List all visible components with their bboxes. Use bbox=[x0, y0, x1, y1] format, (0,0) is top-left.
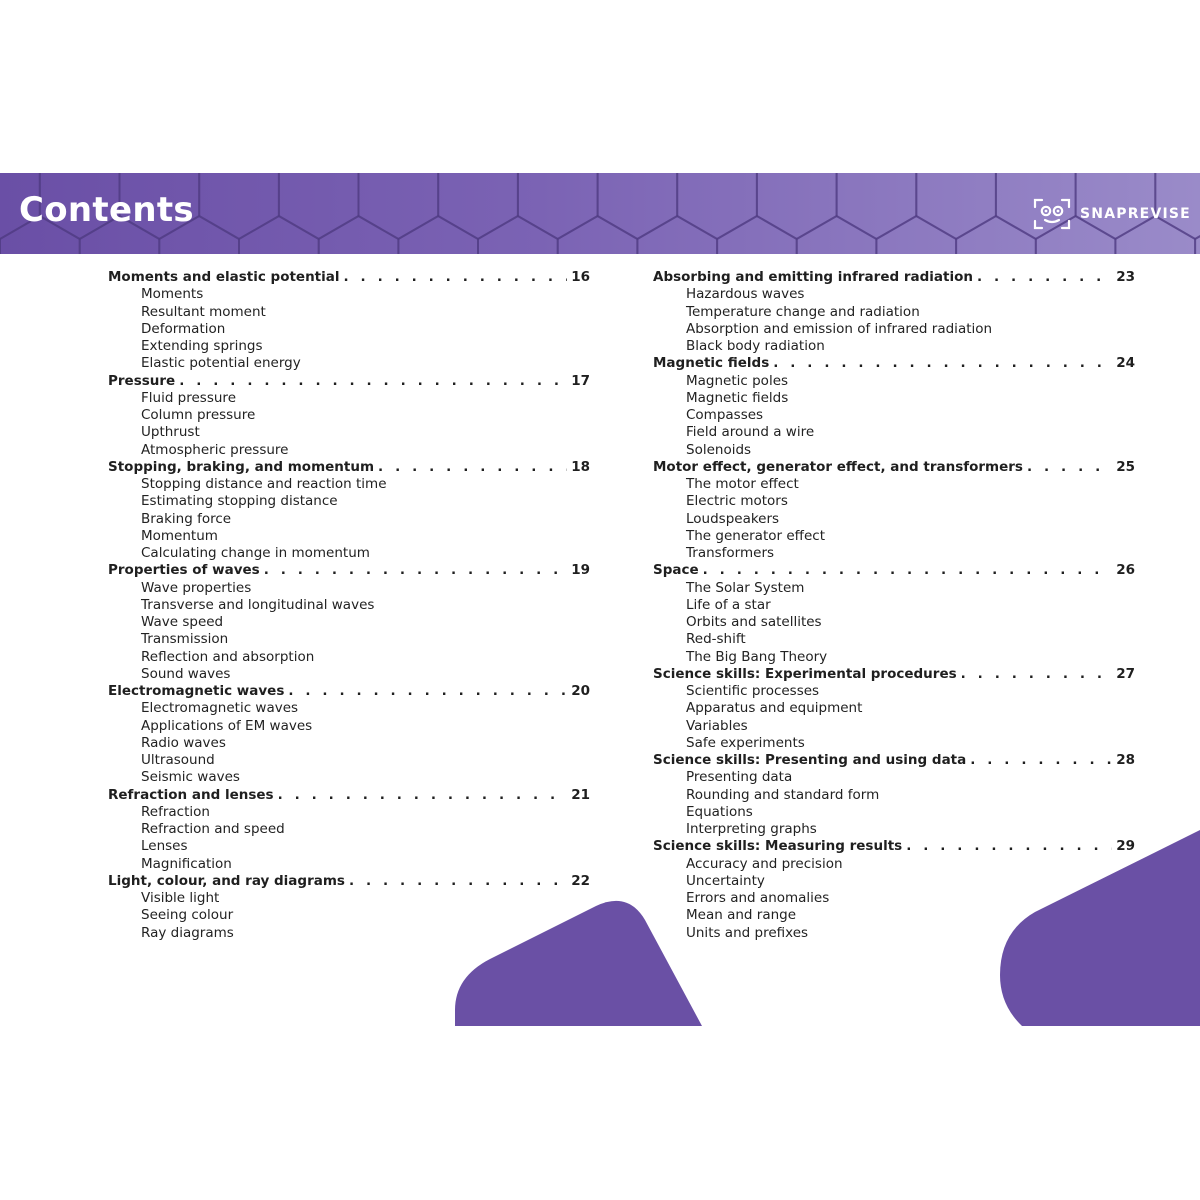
section-title: Motor effect, generator effect, and transformers bbox=[653, 458, 1023, 475]
subtopic-item: Interpreting graphs bbox=[686, 821, 817, 837]
subtopic-item: Solenoids bbox=[686, 441, 752, 458]
page-number: 26 bbox=[1116, 562, 1135, 579]
page-number: 23 bbox=[1116, 269, 1135, 285]
contents-section bbox=[653, 269, 1135, 355]
subtopic-item: Orbits and satellites bbox=[686, 614, 822, 630]
subtopic-item: Temperature change and radiation bbox=[686, 303, 920, 320]
dot-leader bbox=[1023, 459, 1112, 476]
page-title: Contents bbox=[19, 190, 194, 230]
page-number: 27 bbox=[1116, 665, 1135, 682]
dot-leader bbox=[902, 838, 1112, 855]
contents-left-column bbox=[108, 269, 590, 942]
page-number: 17 bbox=[571, 372, 590, 389]
section-title: Pressure bbox=[108, 372, 176, 389]
dot-leader bbox=[345, 873, 567, 890]
contents-section bbox=[108, 873, 590, 942]
subtopic-item: Equations bbox=[686, 803, 753, 820]
section-heading[interactable] bbox=[108, 269, 590, 286]
contents-section bbox=[108, 562, 590, 683]
dot-leader bbox=[340, 269, 568, 286]
subtopic-item: Electromagnetic waves bbox=[141, 700, 299, 717]
dot-leader bbox=[374, 459, 567, 476]
subtopic-item: Reflection and absorption bbox=[141, 648, 315, 665]
subtopic-item: Estimating stopping distance bbox=[141, 493, 338, 510]
contents-section bbox=[108, 459, 590, 563]
section-heading[interactable] bbox=[653, 838, 1135, 855]
subtopic-item: Field around a wire bbox=[686, 424, 815, 441]
section-title: Electromagnetic waves bbox=[108, 683, 285, 699]
page-number: 22 bbox=[571, 872, 590, 889]
section-title: Light, colour, and ray diagrams bbox=[108, 872, 345, 889]
page-number: 28 bbox=[1116, 752, 1135, 768]
subtopic-item: Accuracy and precision bbox=[686, 855, 843, 872]
page-number: 18 bbox=[571, 458, 590, 475]
subtopic-item: Elastic potential energy bbox=[141, 355, 301, 372]
subtopic-item: The Solar System bbox=[686, 579, 805, 596]
contents-section bbox=[653, 459, 1135, 563]
subtopic-item: Apparatus and equipment bbox=[686, 700, 863, 717]
dot-leader bbox=[966, 752, 1112, 769]
contents-section bbox=[653, 752, 1135, 838]
subtopic-item: Red-shift bbox=[686, 631, 746, 648]
subtopic-item: Stopping distance and reaction time bbox=[141, 476, 387, 492]
section-heading[interactable] bbox=[653, 269, 1135, 286]
page-number: 25 bbox=[1116, 458, 1135, 475]
subtopic-item: Braking force bbox=[141, 510, 232, 527]
dot-leader bbox=[260, 562, 568, 579]
subtopic-item: Extending springs bbox=[141, 338, 263, 354]
subtopic-item: Transverse and longitudinal waves bbox=[141, 596, 375, 613]
subtopic-item: Life of a star bbox=[686, 596, 771, 613]
subtopic-item: Magnetic fields bbox=[686, 389, 789, 406]
page-number: 24 bbox=[1116, 355, 1135, 372]
contents-section bbox=[108, 269, 590, 373]
section-heading[interactable] bbox=[653, 666, 1135, 683]
dot-leader bbox=[699, 562, 1113, 579]
section-heading[interactable] bbox=[653, 459, 1135, 476]
subtopic-item: Compasses bbox=[686, 407, 764, 423]
section-title: Stopping, braking, and momentum bbox=[108, 458, 375, 475]
subtopic-item: Deformation bbox=[141, 320, 226, 337]
dot-leader bbox=[973, 269, 1112, 286]
contents-section bbox=[653, 838, 1135, 942]
subtopic-item: Ultrasound bbox=[141, 752, 215, 768]
subtopic-item: Scientific processes bbox=[686, 683, 820, 699]
section-title: Science skills: Measuring results bbox=[653, 838, 903, 855]
contents-section bbox=[653, 666, 1135, 752]
subtopic-item: Radio waves bbox=[141, 734, 226, 751]
brand-name: SNAPREVISE bbox=[1080, 206, 1191, 222]
subtopic-item: Refraction and speed bbox=[141, 821, 285, 837]
subtopic-item: Transformers bbox=[686, 545, 775, 561]
subtopic-item: Refraction bbox=[141, 803, 210, 820]
subtopic-item: Fluid pressure bbox=[141, 389, 236, 406]
subtopic-item: Sound waves bbox=[141, 665, 231, 682]
section-title: Refraction and lenses bbox=[108, 786, 274, 803]
subtopic-item: Ray diagrams bbox=[141, 924, 234, 941]
subtopic-item: Black body radiation bbox=[686, 338, 825, 354]
section-title: Science skills: Presenting and using data bbox=[653, 752, 967, 768]
dot-leader bbox=[175, 373, 567, 390]
dot-leader bbox=[284, 683, 567, 700]
contents-right-column bbox=[653, 269, 1135, 942]
subtopic-item: Seeing colour bbox=[141, 907, 234, 924]
subtopic-item: Units and prefixes bbox=[686, 924, 809, 941]
subtopic-item: Transmission bbox=[141, 631, 229, 648]
subtopic-item: Presenting data bbox=[686, 769, 793, 786]
subtopic-item: Electric motors bbox=[686, 493, 788, 510]
subtopic-item: Hazardous waves bbox=[686, 286, 805, 303]
subtopic-item: Wave speed bbox=[141, 614, 224, 630]
section-title: Properties of waves bbox=[108, 562, 260, 579]
dot-leader bbox=[957, 666, 1113, 683]
subtopic-item: Mean and range bbox=[686, 907, 797, 924]
subtopic-item: Resultant moment bbox=[141, 303, 266, 320]
section-title: Magnetic fields bbox=[653, 355, 770, 372]
contents-section bbox=[108, 373, 590, 459]
section-heading[interactable] bbox=[108, 373, 590, 390]
contents-section bbox=[108, 787, 590, 873]
subtopic-item: Column pressure bbox=[141, 407, 256, 423]
section-heading[interactable] bbox=[108, 683, 590, 700]
subtopic-item: Wave properties bbox=[141, 579, 252, 596]
subtopic-item: Applications of EM waves bbox=[141, 717, 313, 734]
subtopic-item: Uncertainty bbox=[686, 872, 765, 889]
subtopic-item: Seismic waves bbox=[141, 769, 240, 786]
subtopic-item: Upthrust bbox=[141, 424, 200, 441]
subtopic-item: Loudspeakers bbox=[686, 510, 780, 527]
subtopic-item: Moments bbox=[141, 286, 204, 303]
subtopic-item: Absorption and emission of infrared radiation bbox=[686, 320, 993, 337]
subtopic-item: Safe experiments bbox=[686, 734, 805, 751]
section-heading[interactable] bbox=[108, 787, 590, 804]
section-heading[interactable] bbox=[653, 752, 1135, 769]
subtopic-item: Visible light bbox=[141, 890, 220, 906]
page-number: 29 bbox=[1116, 838, 1135, 855]
subtopic-item: Magnification bbox=[141, 855, 232, 872]
subtopic-item: Calculating change in momentum bbox=[141, 545, 370, 561]
section-heading[interactable] bbox=[108, 459, 590, 476]
contents-section bbox=[653, 562, 1135, 666]
subtopic-item: The generator effect bbox=[686, 527, 825, 544]
subtopic-item: Magnetic poles bbox=[686, 372, 789, 389]
subtopic-item: Lenses bbox=[141, 838, 188, 855]
subtopic-item: Atmospheric pressure bbox=[141, 441, 289, 458]
section-heading[interactable] bbox=[653, 355, 1135, 372]
section-heading[interactable] bbox=[108, 562, 590, 579]
section-title: Science skills: Experimental procedures bbox=[653, 665, 957, 682]
subtopic-item: Variables bbox=[686, 717, 748, 734]
contents-section bbox=[108, 683, 590, 787]
subtopic-item: Momentum bbox=[141, 527, 218, 544]
subtopic-item: The Big Bang Theory bbox=[686, 648, 828, 665]
subtopic-item: Errors and anomalies bbox=[686, 890, 830, 906]
section-title: Space bbox=[653, 562, 699, 579]
section-heading[interactable] bbox=[653, 562, 1135, 579]
page-number: 20 bbox=[571, 683, 590, 699]
dot-leader bbox=[769, 355, 1112, 372]
subtopic-item: The motor effect bbox=[686, 476, 799, 492]
section-title: Moments and elastic potential bbox=[108, 269, 340, 285]
subtopic-item: Rounding and standard form bbox=[686, 786, 880, 803]
dot-leader bbox=[274, 787, 568, 804]
contents-section bbox=[653, 355, 1135, 459]
section-title: Absorbing and emitting infrared radiation bbox=[653, 269, 973, 285]
page-number: 21 bbox=[571, 786, 590, 803]
page-number: 16 bbox=[571, 269, 590, 285]
section-heading[interactable] bbox=[108, 873, 590, 890]
page-number: 19 bbox=[571, 562, 590, 579]
